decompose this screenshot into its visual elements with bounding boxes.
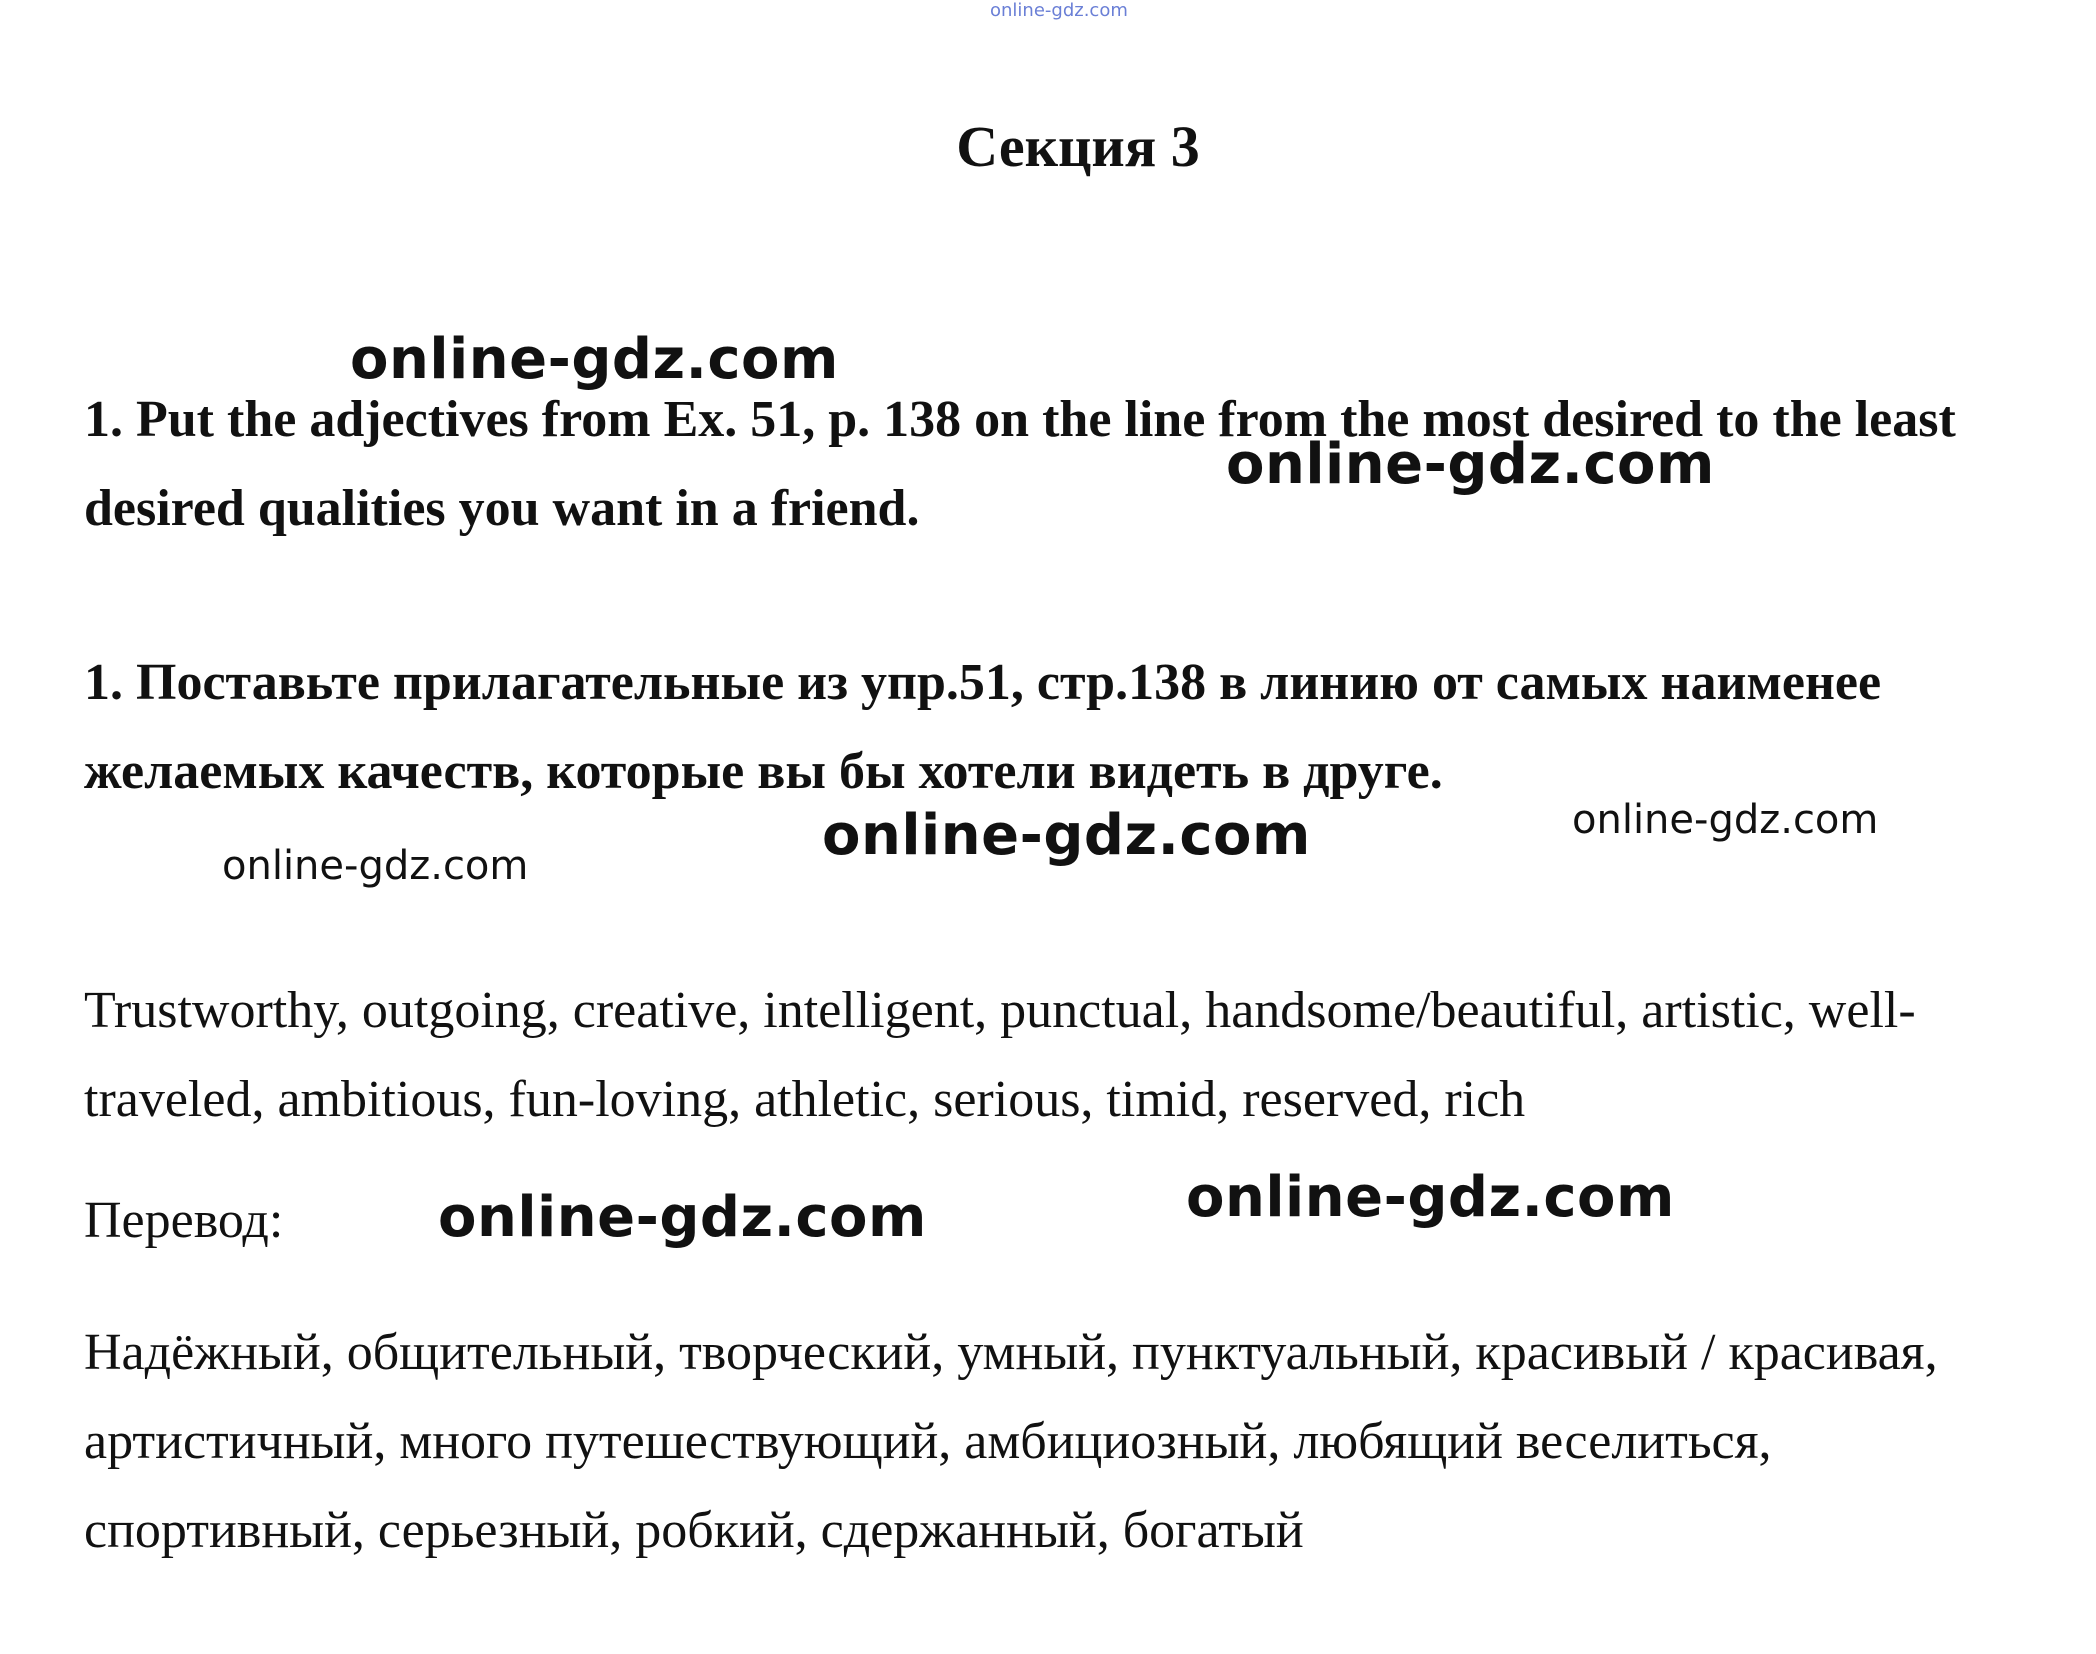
answer-russian: Надёжный, общительный, творческий, умный, пунктуальный, красивый / красивая, артистичный, много путешествующий, амбициозный, любящий веселиться, спортивный, серьезный, робкий, сдержанный, богатый [84,1324,1938,1559]
task-english: 1. Put the adjectives from Ex. 51, p. 138 on the line from the most desired to the least desired qualities you want in a friend. [84,391,1956,537]
watermark: online-gdz.com [1226,432,1715,497]
section-title: Секция 3 [956,114,1200,179]
watermark-top: online-gdz.com [990,0,1128,21]
watermark: online-gdz.com [1572,797,1879,843]
watermark: online-gdz.com [350,327,839,392]
answer-english: Trustworthy, outgoing, creative, intelligent, punctual, handsome/beautiful, artistic, well-traveled, ambitious, fun-loving, athletic, serious, timid, reserved, rich [84,982,1916,1128]
task-russian: 1. Поставьте прилагательные из упр.51, стр.138 в линию от самых наименее желаемых качеств, которые вы бы хотели видеть в друге. [84,654,1882,800]
watermark: online-gdz.com [1186,1165,1675,1230]
watermark: online-gdz.com [222,843,529,889]
translation-label: Перевод: [84,1192,284,1249]
watermark: online-gdz.com [438,1185,927,1250]
watermark: online-gdz.com [822,803,1311,868]
